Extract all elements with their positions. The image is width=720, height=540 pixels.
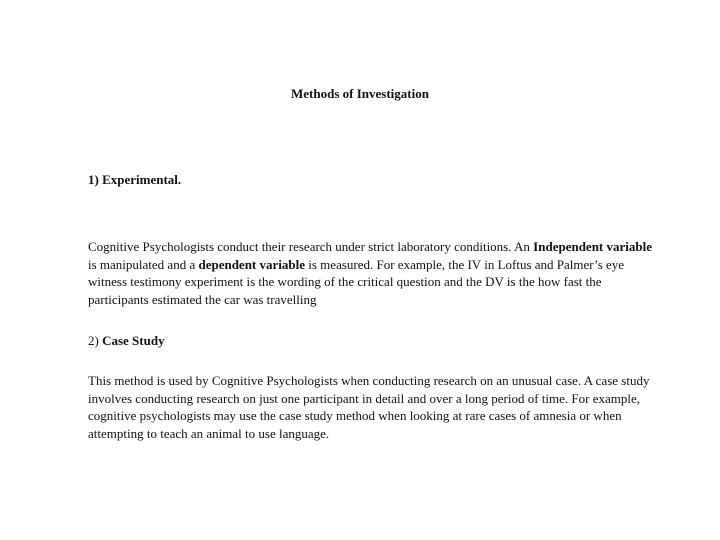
page-title: Methods of Investigation: [291, 86, 429, 101]
case-study-paragraph: This method is used by Cognitive Psychologists when conducting research on an unusual case. A case study involves conducting research on just one participant in detail and over a long period of time. For example, cognitive psychologists may use the case study method when looking at rare cases of amnesia or when attempting to teach an animal to use language.: [88, 373, 650, 441]
independent-variable-term: Independent variable: [533, 239, 652, 254]
experimental-paragraph: [88, 238, 660, 308]
experimental-text-2: is manipulated and a: [88, 256, 199, 272]
experimental-text-1: Cognitive Psychologists conduct their research under strict laboratory conditions. An: [88, 239, 534, 254]
experimental-text-3: is measured. For example, the IV in Loftus and Palmer’s eye witness testimony experiment is the wording of the critical question and the DV is the how fast the participants estimated the car was travelling: [88, 256, 625, 307]
dependent-variable-term: dependent variable: [198, 256, 306, 272]
section-heading-case-study: [88, 333, 165, 349]
case-study-number: 2): [88, 333, 103, 348]
section-heading-experimental: 1) Experimental.: [88, 172, 182, 187]
case-study-title: Case Study: [102, 333, 165, 348]
